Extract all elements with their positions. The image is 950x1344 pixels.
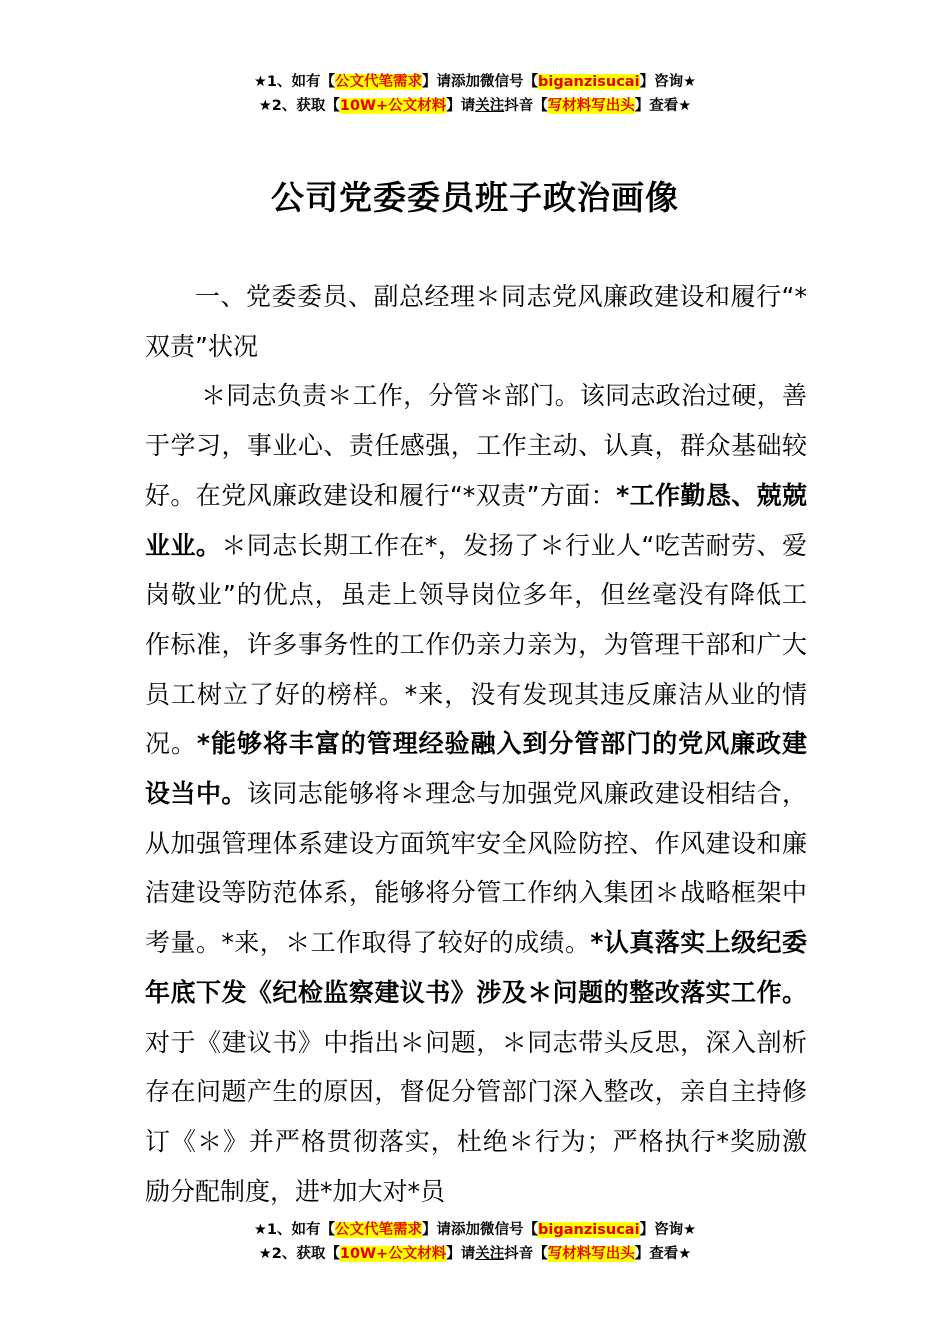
promo-highlight: 写材料写出头 xyxy=(547,98,635,114)
bold-point: *工作勤恳、兢兢业业。 xyxy=(145,480,807,560)
promo-highlight: biganzisucai xyxy=(538,74,640,90)
promo-highlight: 公文代笔需求 xyxy=(335,74,423,90)
promo-banner-top xyxy=(0,70,950,118)
document-body xyxy=(145,272,807,1216)
body-paragraph: ＊同志负责＊工作，分管＊部门。该同志政治过硬，善于学习，事业心、责任感强，工作主动、认真，群众基础较好。在党风廉政建设和履行“*双责”方面：*工作勤恳、兢兢业业。＊同志长期工作在*，发扬了＊行业人“吃苦耐劳、爱岗敬业”的优点，虽走上领导岗位多年，但丝毫没有降低工作标准，许多事务性的工作仍亲力亲为，为管理干部和广大员工树立了好的榜样。*来，没有发现其违反廉洁从业的情况。*能够将丰富的管理经验融入到分管部门的党风廉政建设当中。该同志能够将＊理念与加强党风廉政建设相结合，从加强管理体系建设方面筑牢安全风险防控、作风建设和廉洁建设等防范体系，能够将分管工作纳入集团＊战略框架中考量。*来，＊工作取得了较好的成绩。*认真落实上级纪委年底下发《纪检监察建议书》涉及＊问题的整改落实工作。对于《建议书》中指出＊问题，＊同志带头反思，深入剖析存在问题产生的原因，督促分管部门深入整改，亲自主持修订《＊》并严格贯彻落实，杜绝＊行为；严格执行*奖励激励分配制度，进*加大对*员 xyxy=(145,381,807,1206)
promo-line-2: ★2、获取【10W+公文材料】请关注抖音【写材料写出头】查看★ xyxy=(258,98,692,114)
promo-highlight: 公文代笔需求 xyxy=(335,1222,423,1238)
promo-highlight: biganzisucai xyxy=(538,1222,640,1238)
promo-highlight: 10W+公文材料 xyxy=(339,98,447,114)
section-heading: 一、党委委员、副总经理＊同志党风廉政建设和履行“*双责”状况 xyxy=(145,282,807,361)
bold-point: *认真落实上级纪委年底下发《纪检监察建议书》涉及＊问题的整改落实工作。 xyxy=(145,928,807,1007)
bold-point: *能够将丰富的管理经验融入到分管部门的党风廉政建设当中。 xyxy=(145,729,807,809)
promo-line-1: ★1、如有【公文代笔需求】请添加微信号【biganzisucai】咨询★ xyxy=(253,74,697,90)
promo-highlight: 10W+公文材料 xyxy=(339,1246,447,1262)
promo-line-1: ★1、如有【公文代笔需求】请添加微信号【biganzisucai】咨询★ xyxy=(253,1222,697,1238)
document-title: 公司党委委员班子政治画像 xyxy=(271,178,679,217)
promo-line-2: ★2、获取【10W+公文材料】请关注抖音【写材料写出头】查看★ xyxy=(258,1246,692,1262)
promo-banner-bottom xyxy=(0,1218,950,1266)
promo-highlight: 写材料写出头 xyxy=(547,1246,635,1262)
